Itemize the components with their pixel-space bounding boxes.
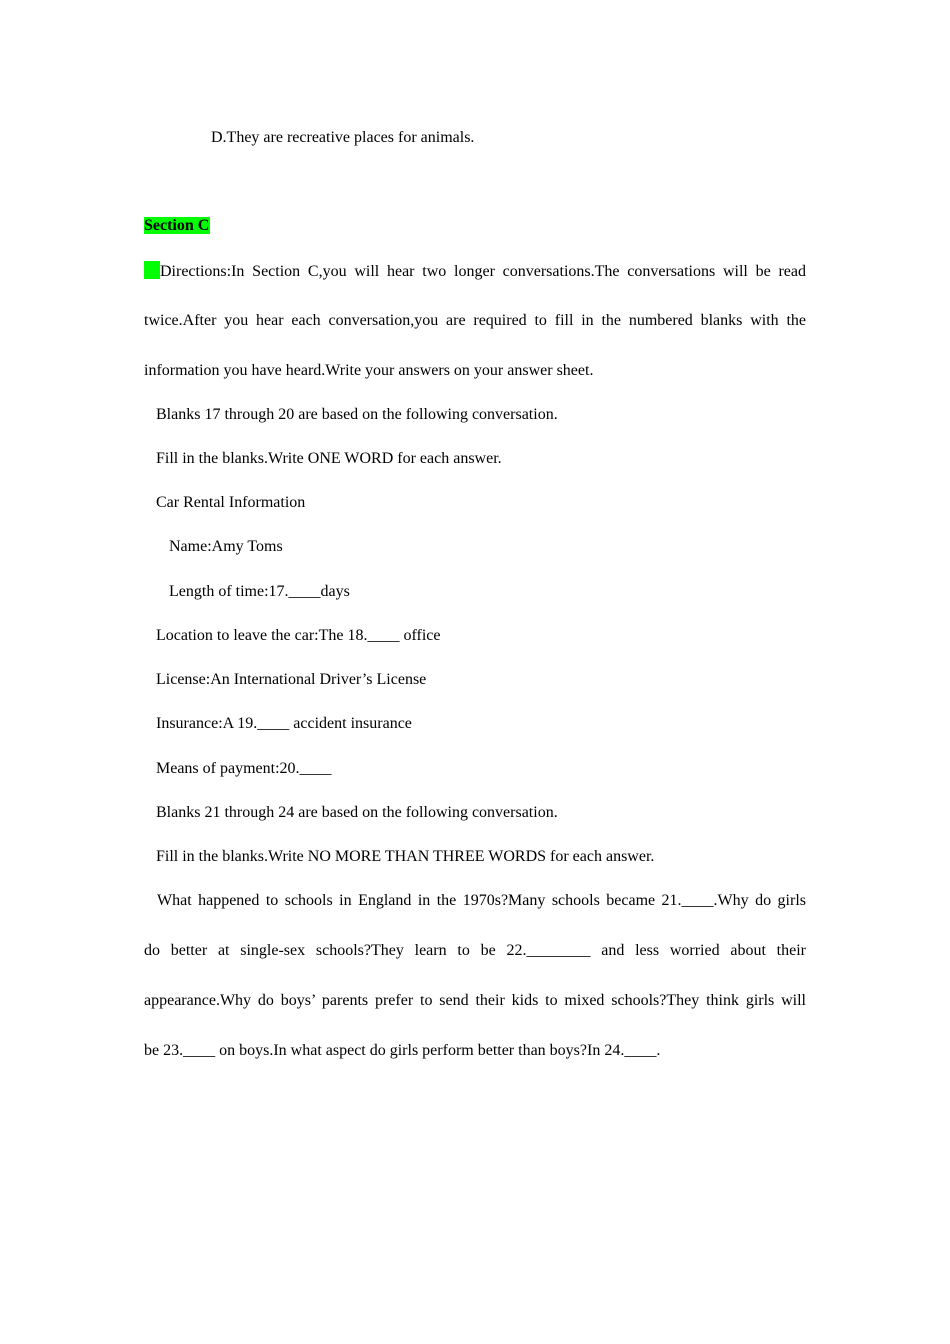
rental-insurance: Insurance:A 19.____ accident insurance [156, 715, 412, 732]
rental-license: License:An International Driver’s License [156, 671, 427, 688]
part2-line-4: be 23.____ on boys.In what aspect do girls perform better than boys?In 24.____. [144, 1042, 661, 1059]
section-title [144, 216, 210, 236]
part1-instruction: Fill in the blanks.Write ONE WORD for each answer. [156, 450, 502, 467]
rental-length: Length of time:17.____days [169, 583, 350, 600]
rental-payment: Means of payment:20.____ [156, 760, 332, 777]
part2-line-2: do better at single-sex schools?They learn to be 22.________ and less worried about their [144, 942, 806, 959]
option-d: D.They are recreative places for animals. [211, 129, 475, 146]
part2-line-1: What happened to schools in England in the 1970s?Many schools became 21.____.Why do girls [157, 892, 806, 909]
directions-line-3: information you have heard.Write your answers on your answer sheet. [144, 362, 594, 379]
rental-location: Location to leave the car:The 18.____ office [156, 627, 441, 644]
directions-text-1: Directions:In Section C,you will hear two longer conversations.The conversations will be read [160, 263, 806, 280]
car-rental-heading: Car Rental Information [156, 494, 306, 511]
part2-intro: Blanks 21 through 24 are based on the following conversation. [156, 804, 558, 821]
part2-instruction: Fill in the blanks.Write NO MORE THAN THREE WORDS for each answer. [156, 848, 655, 865]
directions-line-1 [144, 261, 806, 282]
part1-intro: Blanks 17 through 20 are based on the following conversation. [156, 406, 558, 423]
section-title-text: Section C [144, 217, 210, 234]
rental-name: Name:Amy Toms [169, 538, 283, 555]
directions-line-2: twice.After you hear each conversation,you are required to fill in the numbered blanks with the [144, 312, 806, 329]
highlight-marker [144, 261, 160, 279]
part2-line-3: appearance.Why do boys’ parents prefer to send their kids to mixed schools?They think girls will [144, 992, 806, 1009]
